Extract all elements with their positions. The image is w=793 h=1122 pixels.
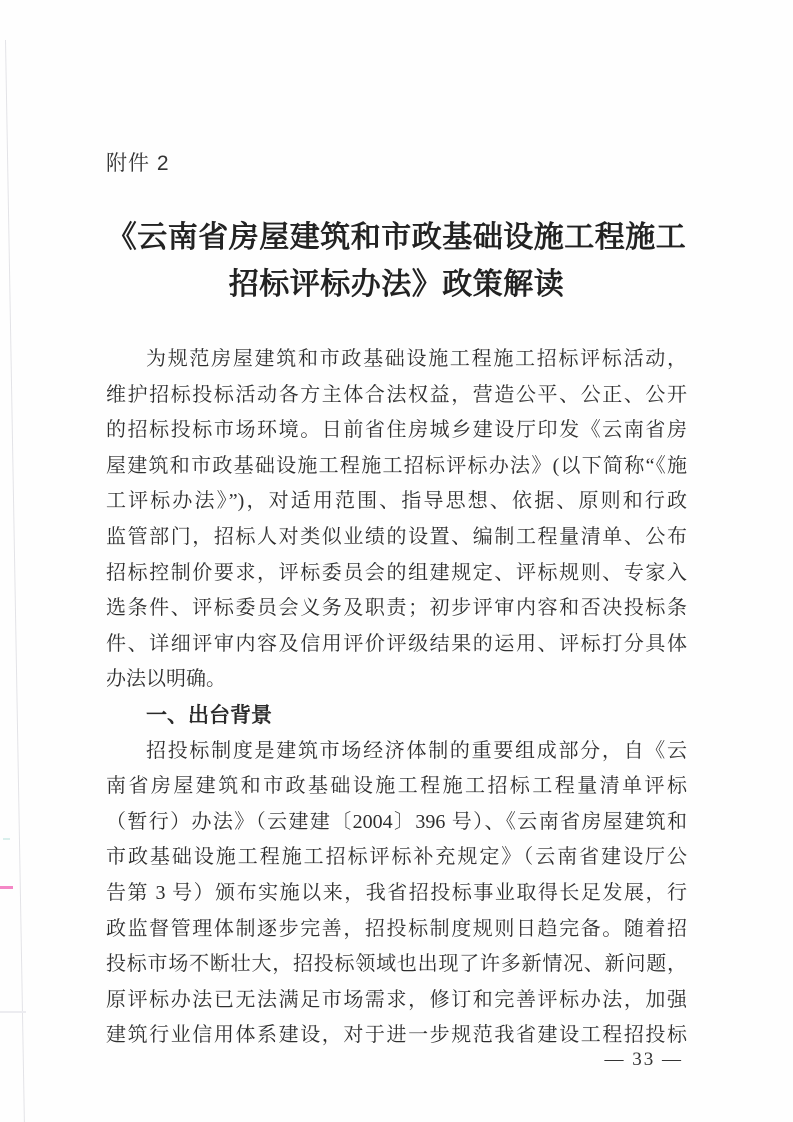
text-line: 建筑行业信用体系建设，对于进一步规范我省建设工程招投标	[106, 1024, 687, 1047]
text-line: 屋建筑和市政基础设施工程施工招标评标办法》(以下简称“《施	[106, 454, 687, 477]
section-heading: 一、出台背景	[146, 703, 272, 727]
text-line: 监管部门，招标人对类似业绩的设置、编制工程量清单、公布	[106, 525, 687, 548]
text-line: 维护招标投标活动各方主体合法权益，营造公平、公正、公开	[106, 383, 687, 406]
text-line: 原评标办法已无法满足市场需求，修订和完善评标办法，加强	[106, 988, 687, 1011]
text-line: 告第 3 号）颁布实施以来，我省招投标事业取得长足发展，行	[106, 881, 687, 904]
scan-mark-pink	[0, 886, 13, 889]
scan-edge-line	[5, 40, 25, 1122]
text-line: 办法以明确。	[106, 668, 226, 691]
scan-mark-gray	[0, 1011, 26, 1013]
page-number: — 33 —	[604, 1049, 683, 1070]
text-line: 工评标办法》”)，对适用范围、指导思想、依据、原则和行政	[106, 490, 687, 513]
title-line-1: 《云南省房屋建筑和市政基础设施工程施工	[106, 221, 687, 254]
text-line: 招标控制价要求，评标委员会的组建规定、评标规则、专家入	[106, 561, 687, 584]
title-line-2: 招标评标办法》政策解读	[228, 268, 565, 301]
text-line: 的招标投标市场环境。日前省住房城乡建设厅印发《云南省房	[106, 419, 687, 442]
text-line: 选条件、评标委员会义务及职责；初步评审内容和否决投标条	[106, 597, 687, 620]
text-line: 为规范房屋建筑和市政基础设施工程施工招标评标活动，	[146, 348, 687, 370]
text-line: 件、详细评审内容及信用评价评级结果的运用、评标打分具体	[106, 632, 687, 655]
scan-mark-cyan	[3, 838, 10, 840]
text-line: 南省房屋建筑和市政基础设施工程施工招标工程量清单评标	[106, 775, 687, 798]
text-line: （暂行）办法》（云建建〔2004〕396 号）、《云南省房屋建筑和	[106, 810, 687, 833]
attachment-label: 附件 2	[106, 152, 170, 175]
document-title	[0, 214, 793, 308]
text-line: 政监督管理体制逐步完善，招投标制度规则日趋完备。随着招	[106, 917, 687, 940]
text-line: 投标市场不断壮大，招投标领域也出现了许多新情况、新问题，	[106, 953, 687, 976]
text-line: 市政基础设施工程施工招标评标补充规定》（云南省建设厅公	[106, 846, 687, 869]
body-text	[106, 342, 687, 1054]
text-line: 招投标制度是建筑市场经济体制的重要组成部分，自《云	[146, 739, 687, 762]
